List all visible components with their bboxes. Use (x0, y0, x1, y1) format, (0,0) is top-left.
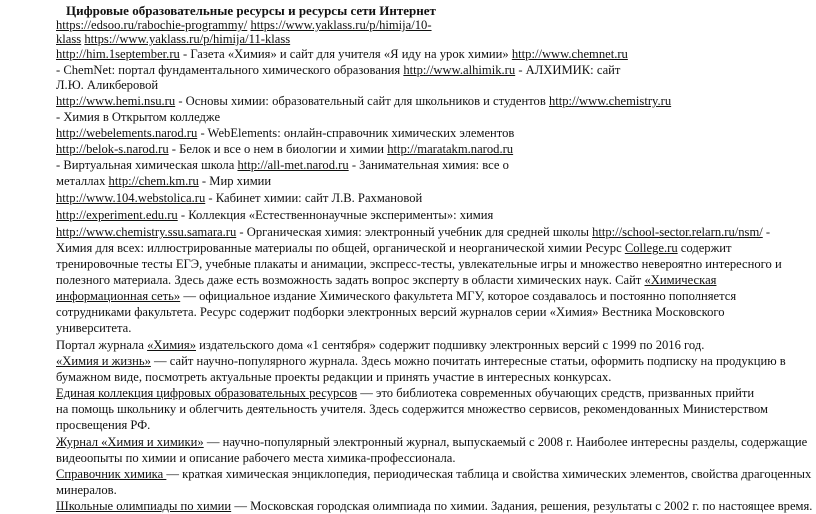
text: — научно-популярный электронный журнал, выпускаемый с 2008 г. Наиболее интересны разделы, содержащие (203, 435, 808, 449)
line-5 (56, 77, 158, 93)
text: полезного материала. Здесь даже есть возможность задать вопрос эксперту в области химических наук. Сайт (56, 273, 645, 287)
line-25 (56, 401, 768, 417)
line-7 (56, 109, 220, 125)
link-edsoo[interactable]: https://edsoo.ru/rabochie-programmy/ (56, 18, 248, 32)
link-chemistry-ru[interactable]: http://www.chemistry.ru (548, 94, 672, 108)
link-himiya-i-himiki[interactable]: Журнал «Химия и химики» (56, 435, 204, 449)
text: - (762, 225, 771, 239)
line-28 (56, 450, 456, 466)
link-unified-collection[interactable]: Единая коллекция цифровых образовательных ресурсов (56, 386, 358, 400)
link-chemnet[interactable]: http://www.chemnet.ru (511, 47, 628, 61)
text: бумажном виде, посмотреть актуальные проекты редакции и принять участие в интересных конкурсах. (56, 370, 612, 384)
text: Химия для всех: иллюстрированные материалы по общей, органической и неорганической химии Ресурс (56, 241, 625, 255)
text: — краткая химическая энциклопедия, периодическая таблица и свойства химических элементов, свойства драгоценных (166, 467, 812, 481)
line-16 (56, 256, 782, 272)
text: просвещения РФ. (56, 418, 151, 432)
link-yaklass-11[interactable]: https://www.yaklass.ru/p/himija/11-klass (84, 32, 291, 46)
link-hemi-nsu[interactable]: http://www.hemi.nsu.ru (56, 94, 176, 108)
text: Л.Ю. Аликберовой (56, 78, 159, 92)
text: — это библиотека современных обучающих средств, призванных прийти (357, 386, 755, 400)
link-relarn[interactable]: http://school-sector.relarn.ru/nsm/ (592, 225, 763, 239)
line-17 (56, 272, 716, 288)
line-6 (56, 93, 671, 109)
text: — Московская городская олимпиада по химии. Задания, решения, результаты с 2002 г. по настоящее время. (231, 499, 813, 513)
line-29 (56, 466, 811, 482)
link-alhimik[interactable]: http://www.alhimik.ru (403, 63, 516, 77)
line-4 (56, 62, 620, 78)
line-15 (56, 240, 732, 256)
link-chem-info-net[interactable]: «Химическая (644, 273, 717, 287)
line-19 (56, 304, 725, 320)
text: издательского дома «1 сентября» содержит подшивку электронных версий с 1999 по 2016 год. (196, 338, 705, 352)
line-21 (56, 337, 704, 353)
line-20 (56, 320, 131, 336)
link-college[interactable]: College.ru (624, 241, 678, 255)
line-12 (56, 190, 422, 206)
link-yaklass-10[interactable]: https://www.yaklass.ru/p/himija/10- (250, 18, 432, 32)
text: тренировочные тесты ЕГЭ, учебные плакаты и анимации, экспресс-тесты, увлекательные игры и множество невероятно интересного и (56, 257, 782, 271)
text: - Белок и все о нем в биологии и химии (168, 142, 388, 156)
page-title: Цифровые образовательные ресурсы и ресурсы сети Интернет (66, 3, 436, 18)
text: — официальное издание Химического факультета МГУ, которое создавалось и постоянно пополняется (180, 289, 737, 303)
link-belok[interactable]: http://belok-s.narod.ru (56, 142, 169, 156)
text: металлах (56, 174, 109, 188)
text: - Органическая химия: электронный учебник для средней школы (236, 225, 593, 239)
line-2 (56, 31, 290, 47)
line-10 (56, 157, 509, 173)
text: на помощь школьнику и облегчить деятельность учителя. Здесь содержится множество сервисов, рекомендованных Министерством (56, 402, 768, 416)
text: университета. (56, 321, 132, 335)
link-school-olympiads[interactable]: Школьные олимпиады по химии (56, 499, 232, 513)
text: - Химия в Открытом колледже (56, 110, 221, 124)
link-spravochnik-himika[interactable]: Справочник химика (56, 467, 167, 481)
text: видеоопыты по химии и описание рабочего места химика-профессионала. (56, 451, 456, 465)
text: - АЛХИМИК: сайт (515, 63, 621, 77)
line-13 (56, 207, 493, 223)
text: Портал журнала (56, 338, 148, 352)
line-14 (56, 224, 770, 240)
link-maratakm[interactable]: http://maratakm.narod.ru (387, 142, 514, 156)
line-11 (56, 173, 271, 189)
link-himiya-i-zhizn[interactable]: «Химия и жизнь» (56, 354, 151, 368)
line-18 (56, 288, 736, 304)
line-22 (56, 353, 786, 369)
link-webelements[interactable]: http://webelements.narod.ru (56, 126, 198, 140)
link-all-met[interactable]: http://all-met.narod.ru (237, 158, 349, 172)
line-3 (56, 46, 628, 62)
line-23 (56, 369, 611, 385)
text: — сайт научно-популярного журнала. Здесь можно почитать интересные статьи, оформить подписку на продукцию в (150, 354, 786, 368)
link-chem-info-net-cont[interactable]: информационная сеть» (56, 289, 181, 303)
text: - WebElements: онлайн-справочник химических элементов (197, 126, 515, 140)
line-26 (56, 417, 150, 433)
link-chem-km[interactable]: http://chem.km.ru (108, 174, 199, 188)
line-9 (56, 141, 513, 157)
link-webstolica[interactable]: http://www.104.webstolica.ru (56, 191, 206, 205)
link-journal-himiya[interactable]: «Химия» (147, 338, 197, 352)
line-31 (56, 498, 812, 514)
line-24 (56, 385, 754, 401)
link-him-1september[interactable]: http://him.1september.ru (56, 47, 180, 61)
text: - Виртуальная химическая школа (56, 158, 238, 172)
text: - Основы химии: образовательный сайт для школьников и студентов (175, 94, 549, 108)
text: - Газета «Химия» и сайт для учителя «Я иду на урок химии» (179, 47, 512, 61)
line-27 (56, 434, 807, 450)
text: - Мир химии (198, 174, 272, 188)
line-8 (56, 125, 514, 141)
link-yaklass-10-cont[interactable]: klass (56, 32, 82, 46)
text: минералов. (56, 483, 117, 497)
line-30 (56, 482, 117, 498)
text: - Коллекция «Естественнонаучные эксперименты»: химия (177, 208, 494, 222)
link-experiment[interactable]: http://experiment.edu.ru (56, 208, 178, 222)
text: - ChemNet: портал фундаментального химического образования (56, 63, 404, 77)
text: - Занимательная химия: все о (348, 158, 509, 172)
text: содержит (677, 241, 732, 255)
text: - Кабинет химии: сайт Л.В. Рахмановой (205, 191, 423, 205)
text: сотрудниками факультета. Ресурс содержит подборки электронных версий журналов серии «Химия» Вестника Московского (56, 305, 725, 319)
link-samara[interactable]: http://www.chemistry.ssu.samara.ru (56, 225, 237, 239)
